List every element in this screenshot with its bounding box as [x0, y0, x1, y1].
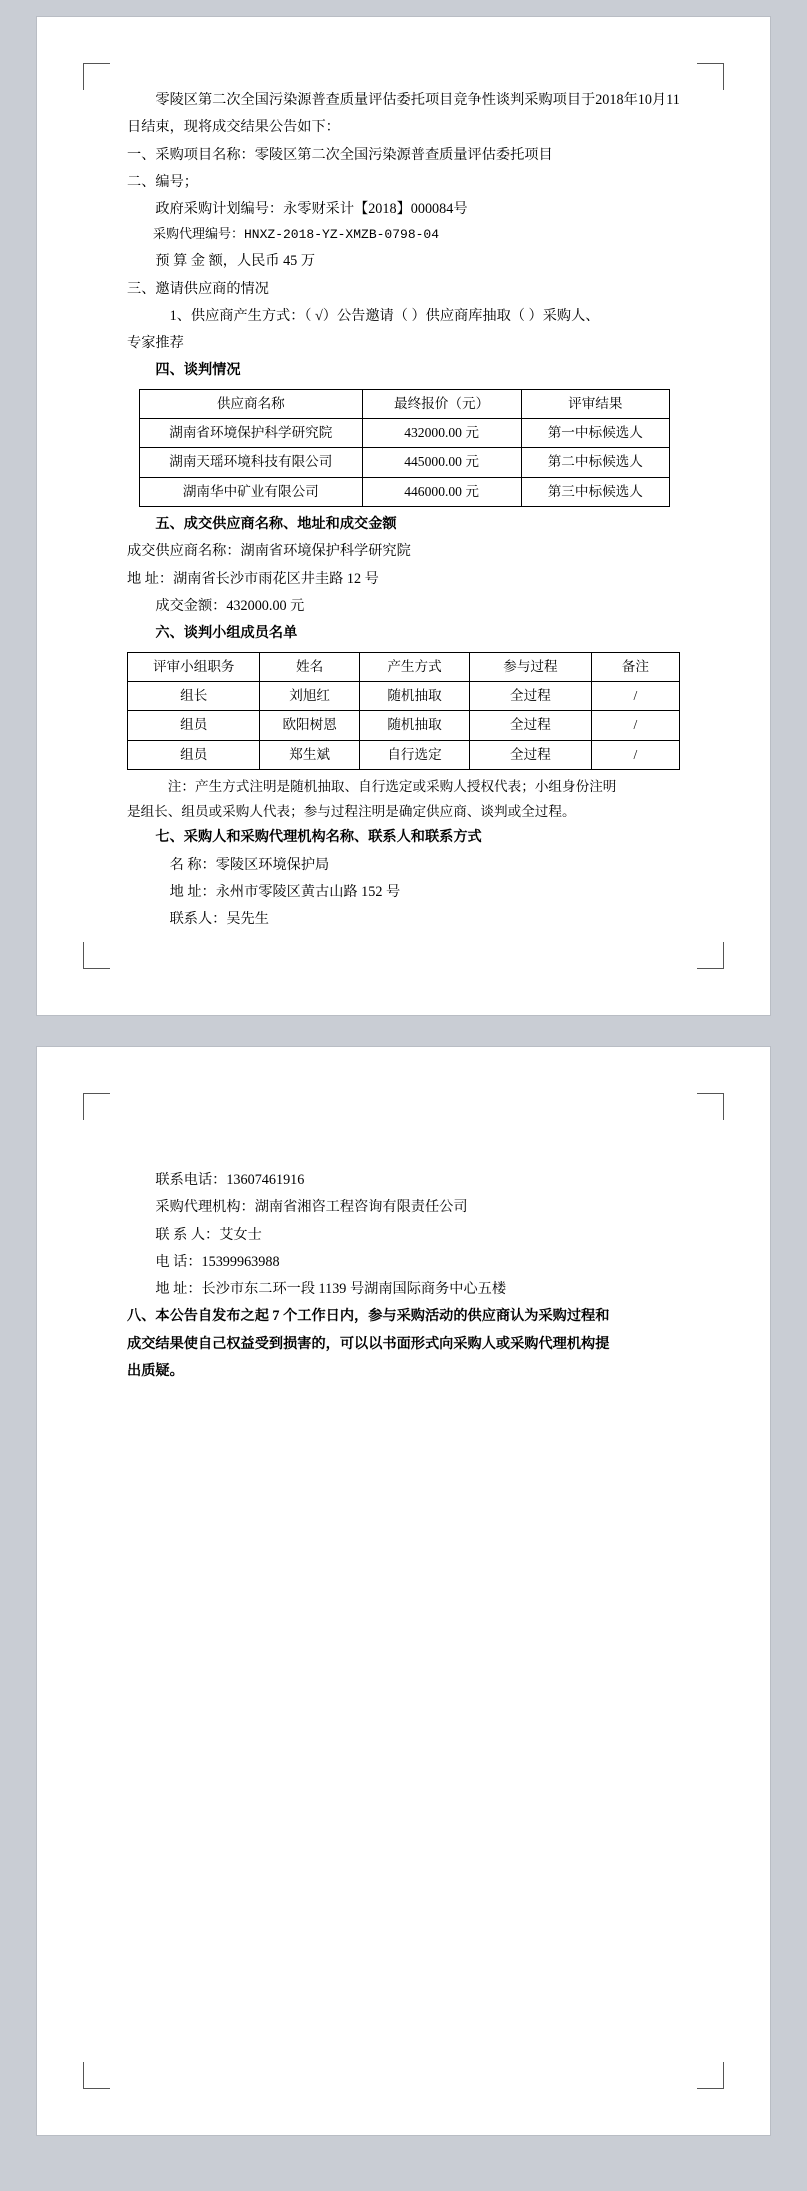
section-5-title: 五、成交供应商名称、地址和成交金额 [155, 516, 397, 533]
table-note-line-2: 是组长、组员或采购人代表；参与过程注明是确定供应商、谈判或全过程。 [127, 804, 576, 820]
crop-mark-bottom-left [83, 2062, 110, 2089]
member-header-role: 评审小组职务 [128, 652, 260, 681]
budget-line: 预 算 金 额，人民币 45 万 [155, 253, 316, 270]
buyer-phone-line: 联系电话：13607461916 [155, 1172, 305, 1188]
agent-name-line: 采购代理机构：湖南省湘咨工程咨询有限责任公司 [155, 1199, 468, 1216]
crop-mark-top-left [83, 63, 110, 90]
section-8-line-1: 八、本公告自发布之起 7 个工作日内，参与采购活动的供应商认为采购过程和 [127, 1308, 610, 1325]
agent-contact-line: 联 系 人：艾女士 [155, 1226, 262, 1243]
vendor-result: 第三中标候选人 [521, 477, 669, 506]
member-remark: / [591, 681, 679, 710]
section-8-line-3: 出质疑。 [127, 1362, 184, 1379]
member-source: 自行选定 [359, 740, 469, 769]
section-7-title: 七、采购人和采购代理机构名称、联系人和联系方式 [155, 829, 482, 846]
table-row [140, 419, 670, 448]
vendor-price: 445000.00 元 [362, 448, 521, 477]
page-2-body [127, 1167, 680, 1385]
vendor-name: 湖南省环境保护科学研究院 [140, 419, 363, 448]
section-8-line-2: 成交结果使自己权益受到损害的，可以以书面形式向采购人或采购代理机构提 [127, 1335, 610, 1352]
crop-mark-top-right [697, 1093, 724, 1120]
buyer-name-line: 名 称：零陵区环境保护局 [169, 856, 330, 873]
member-remark: / [591, 711, 679, 740]
winner-name-line: 成交供应商名称：湖南省环境保护科学研究院 [127, 543, 411, 560]
table-row [128, 681, 680, 710]
member-header-process: 参与过程 [470, 652, 591, 681]
table-header-row [128, 652, 680, 681]
member-process: 全过程 [470, 711, 591, 740]
negotiation-group-table [127, 652, 680, 771]
member-remark: / [591, 740, 679, 769]
section-3-body: 1、供应商产生方式：（ √）公告邀请（ ）供应商库抽取（ ）采购人、 [169, 307, 600, 324]
member-name: 郑生斌 [260, 740, 359, 769]
vendor-header-name: 供应商名称 [140, 389, 363, 418]
section-6-title: 六、谈判小组成员名单 [155, 625, 298, 642]
vendor-price: 446000.00 元 [362, 477, 521, 506]
member-source: 随机抽取 [359, 711, 469, 740]
vendor-quotation-table [139, 389, 670, 508]
crop-mark-bottom-right [697, 2062, 724, 2089]
vendor-result: 第一中标候选人 [521, 419, 669, 448]
vendor-result: 第二中标候选人 [521, 448, 669, 477]
vendor-name: 湖南天瑶环境科技有限公司 [140, 448, 363, 477]
buyer-address-line: 地 址：永州市零陵区黄古山路 152 号 [169, 883, 401, 900]
winner-address-line: 地 址：湖南省长沙市雨花区井圭路 12 号 [127, 570, 379, 587]
member-role: 组员 [128, 711, 260, 740]
table-note-line-1: 注：产生方式注明是随机抽取、自行选定或采购人授权代表；小组身份注明 [167, 779, 617, 795]
crop-mark-top-left [83, 1093, 110, 1120]
crop-mark-bottom-right [697, 942, 724, 969]
table-row [128, 740, 680, 769]
agent-address-line: 地 址：长沙市东二环一段 1139 号湖南国际商务中心五楼 [155, 1281, 507, 1298]
member-name: 欧阳树恩 [260, 711, 359, 740]
table-row [140, 477, 670, 506]
page-1-body [127, 87, 680, 933]
member-source: 随机抽取 [359, 681, 469, 710]
table-row [128, 711, 680, 740]
crop-mark-bottom-left [83, 942, 110, 969]
member-process: 全过程 [470, 681, 591, 710]
project-name-line: 一、采购项目名称：零陵区第二次全国污染源普查质量评估委托项目 [127, 146, 553, 163]
section-3-title: 三、邀请供应商的情况 [127, 280, 269, 297]
intro-paragraph: 零陵区第二次全国污染源普查质量评估委托项目竞争性谈判采购项目于2018年10月11日结束，现将成交结果公告如下： [127, 92, 680, 136]
section-4-title: 四、谈判情况 [155, 362, 241, 379]
vendor-header-result: 评审结果 [521, 389, 669, 418]
buyer-contact-line: 联系人：吴先生 [169, 911, 269, 928]
winner-amount-line: 成交金额：432000.00 元 [155, 597, 305, 614]
document-page-1 [36, 16, 771, 1016]
number-heading-line: 二、编号； [127, 173, 198, 190]
agent-phone-line: 电 话：15399963988 [155, 1253, 280, 1270]
member-process: 全过程 [470, 740, 591, 769]
agent-number-line: 采购代理编号：HNXZ-2018-YZ-XMZB-0798-04 [153, 227, 440, 243]
table-header-row [140, 389, 670, 418]
vendor-price: 432000.00 元 [362, 419, 521, 448]
table-row [140, 448, 670, 477]
plan-number-line: 政府采购计划编号：永零财采计【2018】000084号 [155, 201, 468, 218]
member-role: 组员 [128, 740, 260, 769]
member-role: 组长 [128, 681, 260, 710]
document-page-2 [36, 1046, 771, 2136]
section-3-body-2: 专家推荐 [127, 335, 184, 352]
member-name: 刘旭红 [260, 681, 359, 710]
vendor-name: 湖南华中矿业有限公司 [140, 477, 363, 506]
member-header-remark: 备注 [591, 652, 679, 681]
member-header-name: 姓名 [260, 652, 359, 681]
member-header-source: 产生方式 [359, 652, 469, 681]
crop-mark-top-right [697, 63, 724, 90]
vendor-header-price: 最终报价（元） [362, 389, 521, 418]
